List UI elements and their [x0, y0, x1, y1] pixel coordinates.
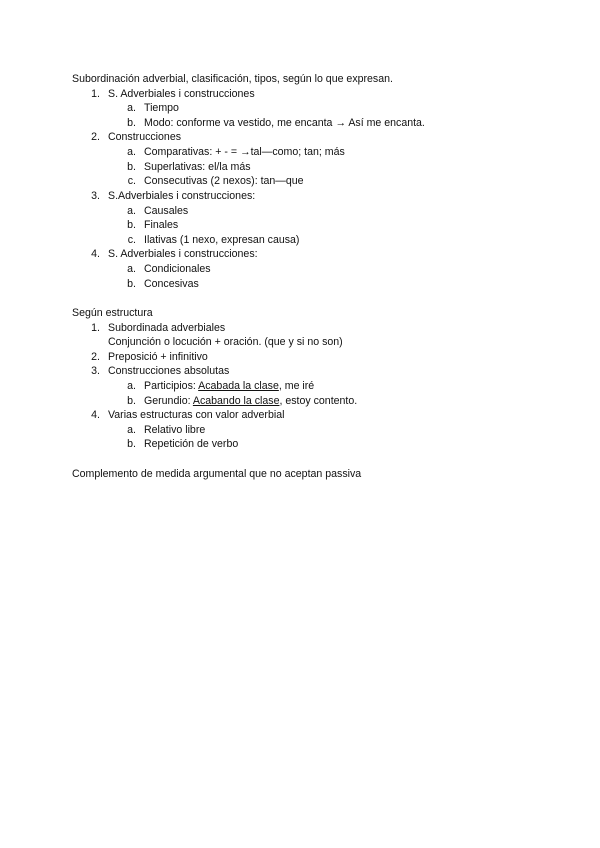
list-number: 3. — [91, 190, 100, 202]
sublist-item: Superlativas: el/la más — [144, 161, 251, 173]
sublist-item: Causales — [144, 205, 189, 217]
sublist-letter: b. — [127, 395, 136, 407]
sublist-item: Modo: conforme va vestido, me encanta → Así me encanta. — [144, 117, 425, 129]
sublist-item: Comparativas: + - = →tal—como; tan; más — [144, 146, 345, 158]
sublist-item: Consecutivas (2 nexos): tan—que — [144, 175, 304, 187]
list-number: 1. — [91, 88, 100, 100]
example-prefix: Participios: — [144, 380, 199, 392]
sublist-letter: a. — [127, 102, 136, 114]
sublist-item: Relativo libre — [144, 424, 206, 436]
underlined-example: Acabada la clase — [198, 380, 279, 392]
list-item: Preposició + infinitivo — [108, 351, 208, 363]
underlined-example: Acabando la clase — [192, 395, 280, 407]
list-item: Varias estructuras con valor adverbial — [108, 409, 285, 421]
section-title: Según estructura — [72, 307, 153, 319]
list-item: S. Adverbiales i construcciones: — [108, 248, 258, 260]
sublist-item: Tiempo — [144, 102, 179, 114]
list-number: 4. — [91, 248, 100, 260]
section-title: Complemento de medida argumental que no aceptan passiva — [72, 468, 362, 480]
sublist-letter: c. — [127, 175, 136, 187]
example-suffix: , estoy contento. — [279, 395, 358, 407]
sublist-letter: a. — [127, 424, 136, 436]
sublist-letter: a. — [127, 146, 136, 158]
section-title: Subordinación adverbial, clasificación, tipos, según lo que expresan. — [72, 73, 393, 85]
list-item: Construcciones — [108, 131, 182, 143]
list-item: S. Adverbiales i construcciones — [108, 88, 255, 100]
sublist-letter: b. — [127, 219, 136, 231]
sublist-item: Finales — [144, 219, 179, 231]
sublist-letter: b. — [127, 161, 136, 173]
sublist-item — [144, 394, 357, 409]
sublist-item: Concesivas — [144, 278, 199, 290]
sublist-letter: c. — [127, 234, 136, 246]
sublist-item: Condicionales — [144, 263, 211, 275]
example-prefix: Gerundio: — [144, 395, 193, 407]
list-item-continuation: Conjunción o locución + oración. (que y si no son) — [108, 336, 343, 348]
sublist-letter: a. — [127, 205, 136, 217]
list-item: Construcciones absolutas — [108, 365, 230, 377]
sublist-letter: a. — [127, 263, 136, 275]
list-number: 2. — [91, 131, 100, 143]
list-item: Subordinada adverbiales — [108, 322, 226, 334]
list-number: 4. — [91, 409, 100, 421]
list-number: 3. — [91, 365, 100, 377]
sublist-letter: a. — [127, 380, 136, 392]
list-number: 1. — [91, 322, 100, 334]
sublist-item: Ilativas (1 nexo, expresan causa) — [144, 234, 300, 246]
list-item: S.Adverbiales i construcciones: — [108, 190, 256, 202]
sublist-item — [144, 379, 314, 394]
sublist-item: Repetición de verbo — [144, 438, 239, 450]
list-number: 2. — [91, 351, 100, 363]
sublist-letter: b. — [127, 278, 136, 290]
sublist-letter: b. — [127, 438, 136, 450]
example-suffix: , me iré — [278, 380, 315, 392]
sublist-letter: b. — [127, 117, 136, 129]
